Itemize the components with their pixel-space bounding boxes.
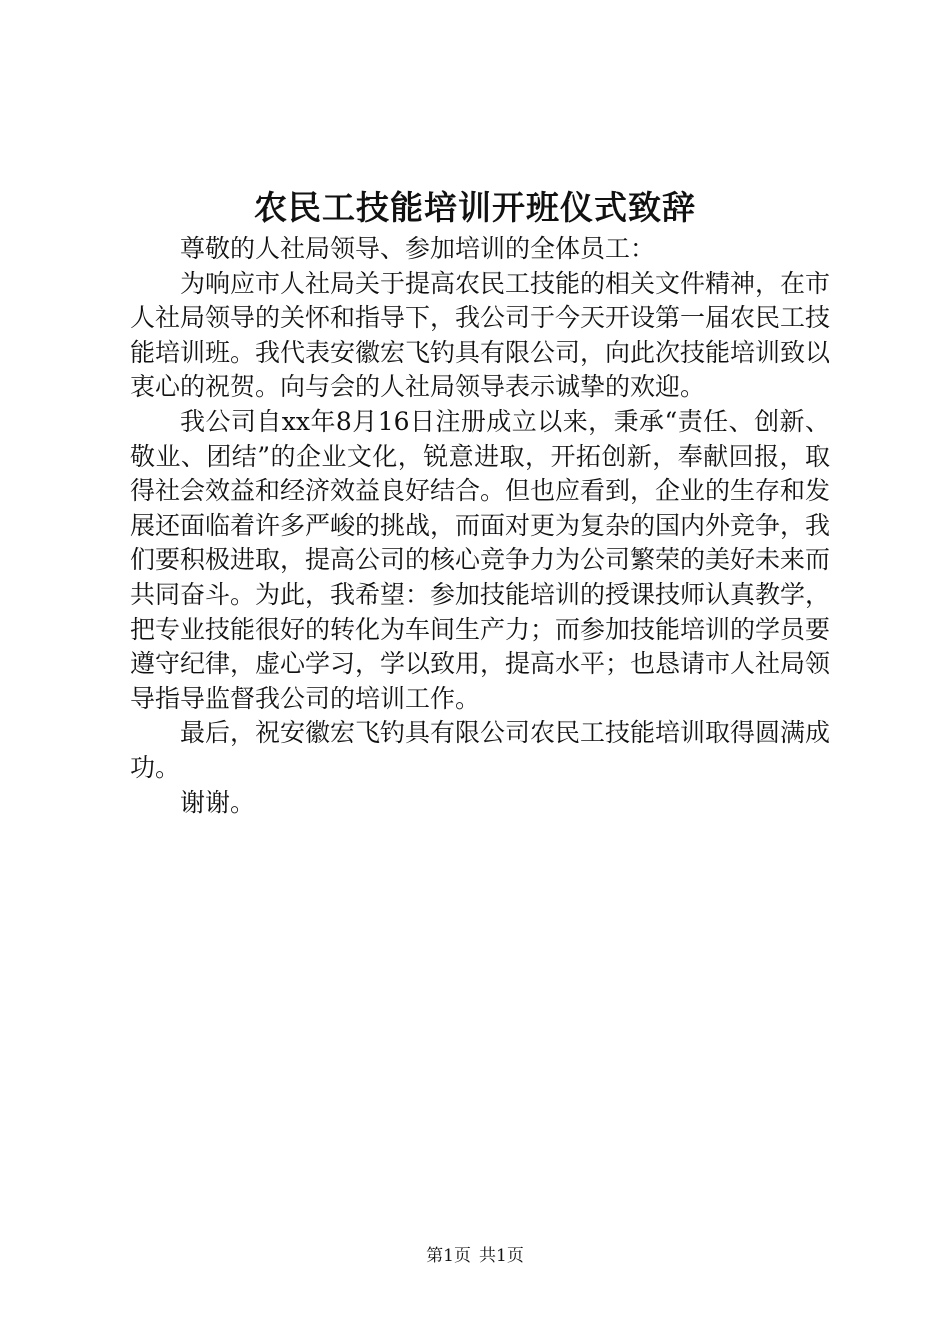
thanks-paragraph: 谢谢。 (180, 787, 256, 817)
salutation-paragraph: 尊敬的人社局领导、参加培训的全体员工： (180, 234, 656, 263)
page-total: 共1页 (479, 1246, 524, 1266)
page-footer (0, 1244, 950, 1268)
body-paragraph-2: 我公司自xx年8月16日注册成立以来，秉承“责任、创新、敬业、团结”的企业文化，锐意进取，开拓创新，奉献回报，取得社会效益和经济效益良好结合。但也应看到，企业的生存和发展还面临着许多严峻的挑战，而面对更为复杂的国内外竞争，我们要积极进取，提高公司的核心竞争力为公司繁荣的美好未来而共同奋斗。为此，我希望：参加技能培训的授课技师认真教学，把专业技能很好的转化为车间生产力；而参加技能培训的学员要遵守纪律，虚心学习，学以致用，提高水平；也恳请市人社局领导指导监督我公司的培训工作。 (130, 406, 831, 713)
body-paragraph-1: 为响应市人社局关于提高农民工技能的相关文件精神，在市人社局领导的关怀和指导下，我公司于今天开设第一届农民工技能培训班。我代表安徽宏飞钓具有限公司，向此次技能培训致以衷心的祝贺。向与会的人社局领导表示诚挚的欢迎。 (130, 268, 831, 402)
document-title: 农民工技能培训开班仪式致辞 (254, 188, 696, 227)
page-number: 第1页 (426, 1246, 471, 1266)
document-body (130, 232, 830, 820)
closing-paragraph: 最后，祝安徽宏飞钓具有限公司农民工技能培训取得圆满成功。 (130, 718, 831, 782)
